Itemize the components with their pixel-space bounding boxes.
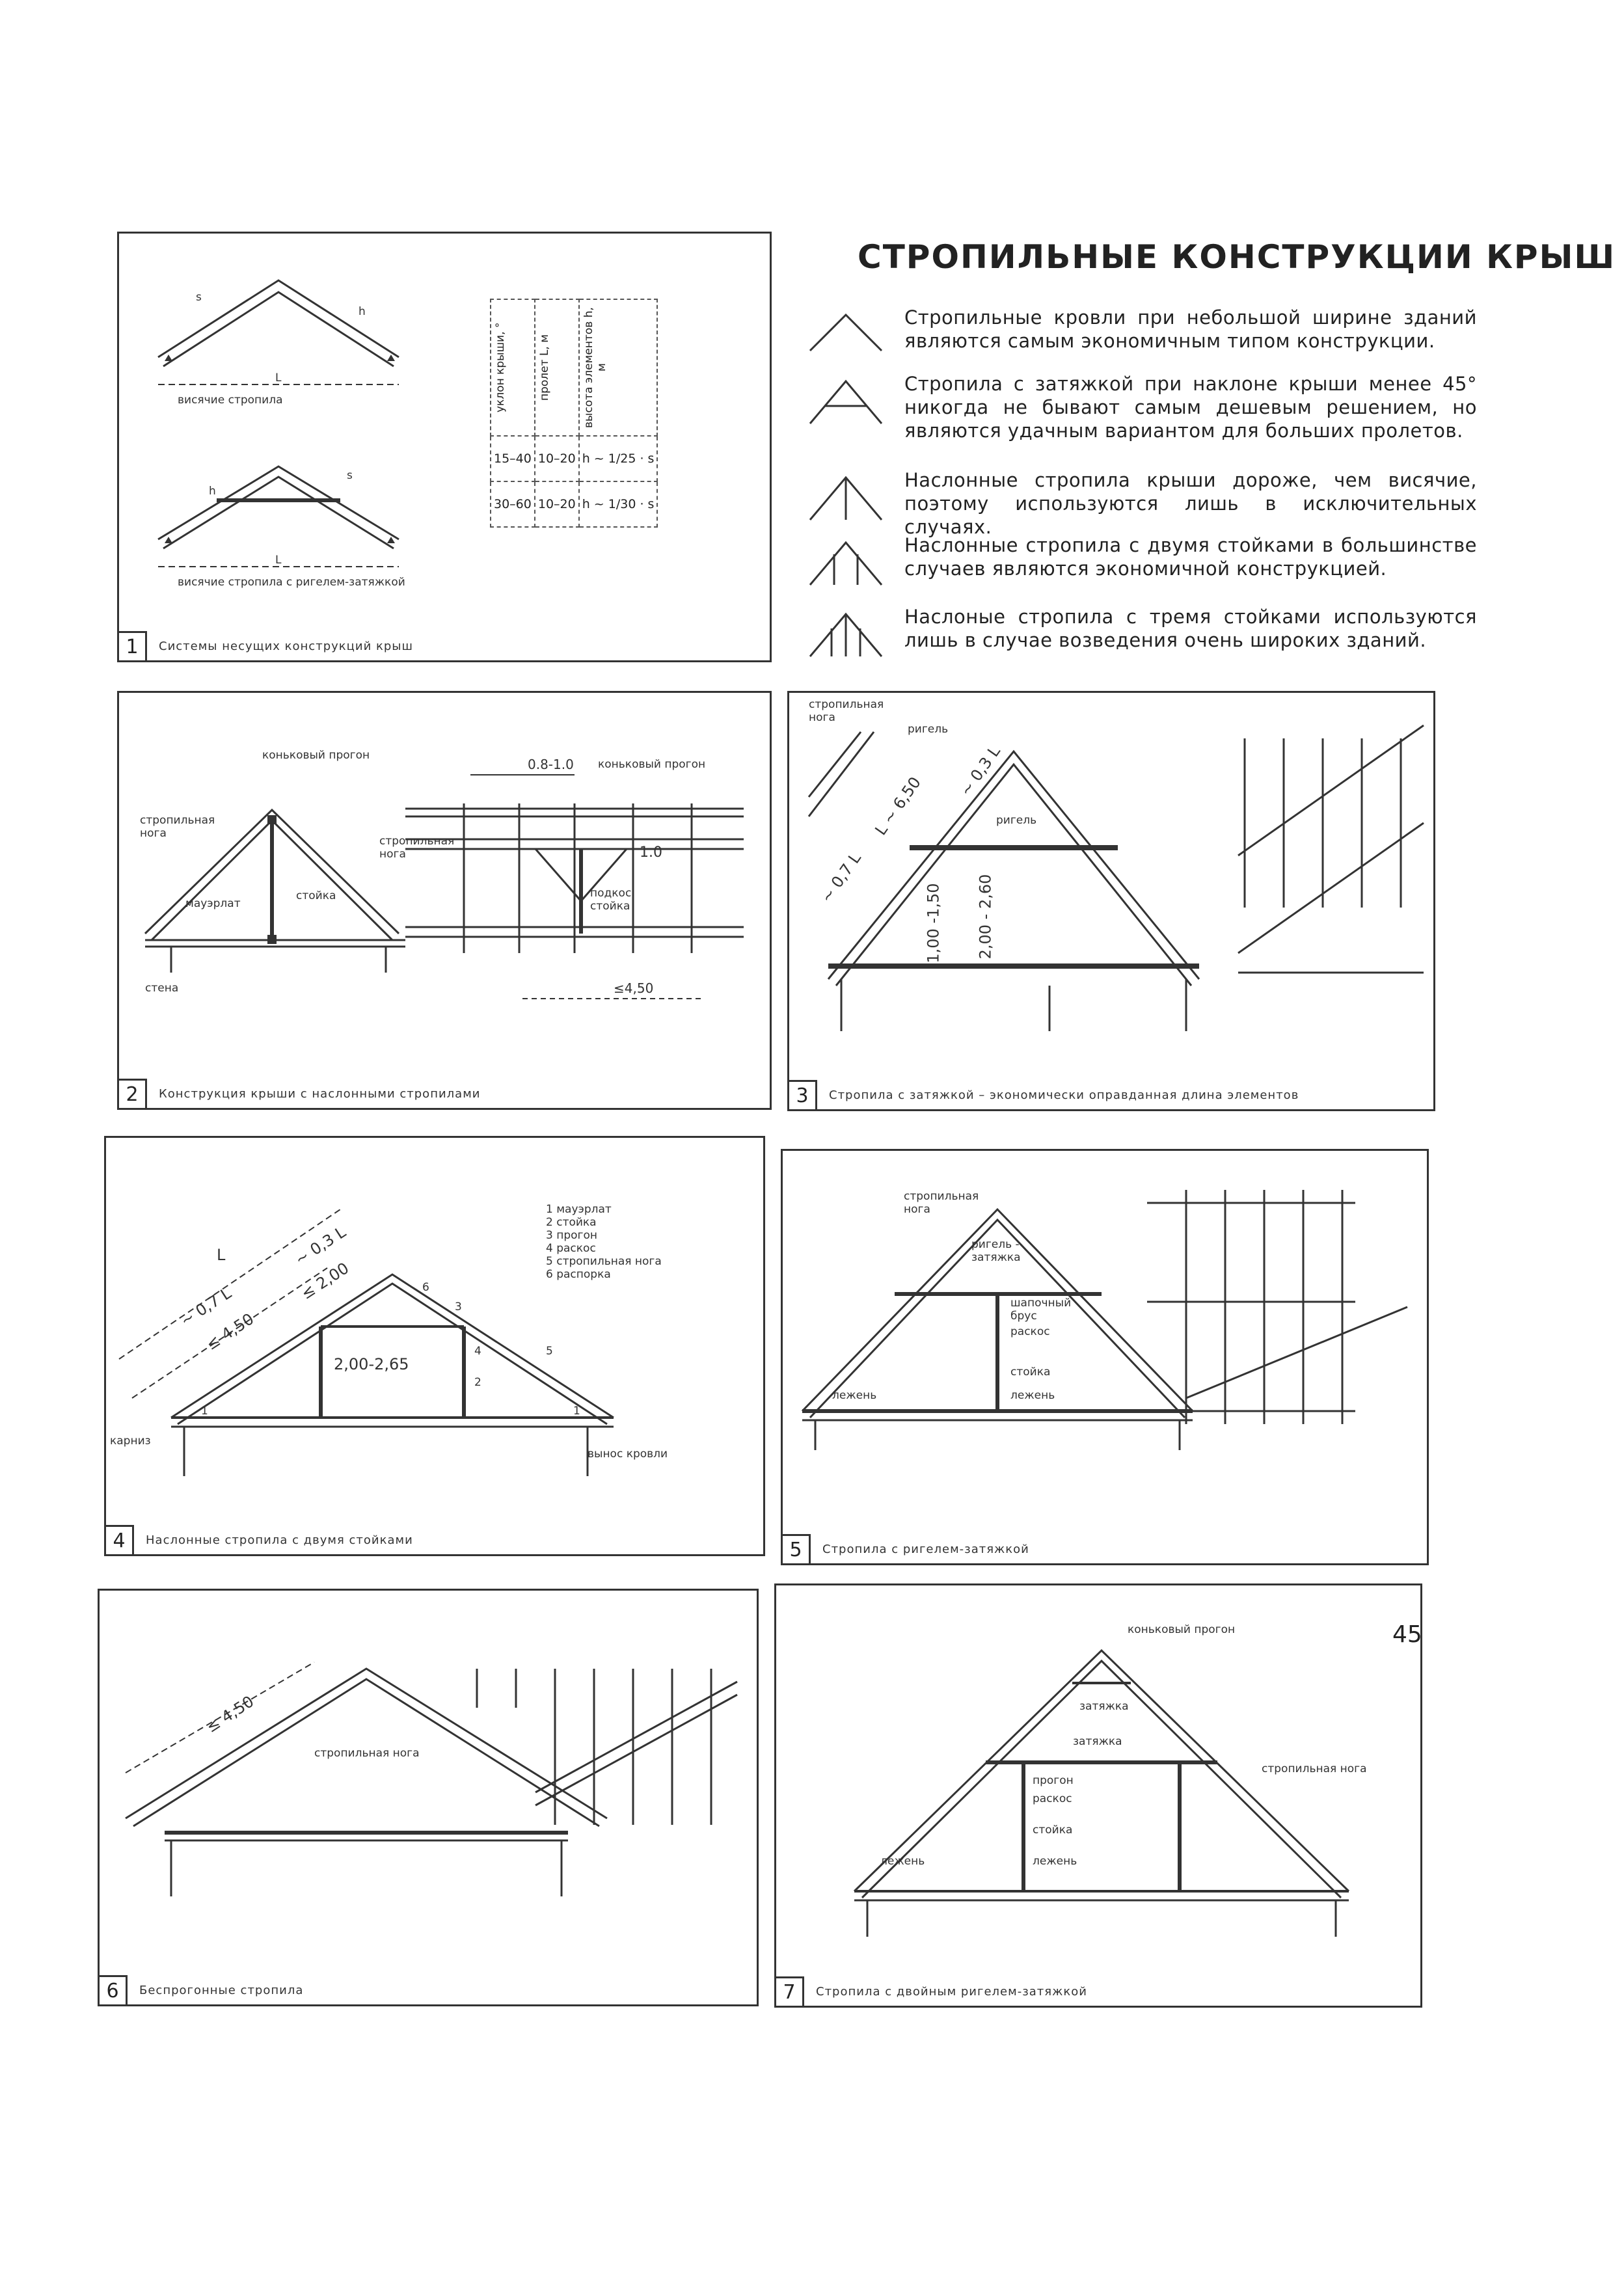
rafter-label: стропильная нога bbox=[1262, 1762, 1367, 1775]
hanging-rafters-label: висячие стропила bbox=[178, 394, 283, 407]
dimension: 0.8-1.0 bbox=[528, 757, 574, 772]
note-text: Наслоные стропила с тремя стойками используются лишь в случае возведения очень широких зданий. bbox=[904, 606, 1477, 651]
figure-1 bbox=[117, 232, 772, 662]
note-5 bbox=[807, 605, 1477, 652]
figure-2 bbox=[117, 691, 772, 1110]
legend-item: 2 стойка bbox=[546, 1216, 597, 1229]
s-label: s bbox=[347, 469, 353, 482]
figure-1-drawing bbox=[119, 234, 770, 660]
figure-3-drawing bbox=[789, 693, 1433, 1109]
table-cell: 15–40 bbox=[491, 436, 535, 481]
part-number: 3 bbox=[455, 1300, 462, 1313]
dimension: ≤ 2,00 bbox=[297, 1259, 353, 1303]
collar-label: ригель bbox=[908, 723, 949, 736]
note-4 bbox=[807, 533, 1477, 580]
part-number: 1 bbox=[573, 1405, 580, 1418]
L-label: L bbox=[275, 371, 282, 384]
rafter-spec-table bbox=[490, 299, 658, 528]
legend-item: 1 мауэрлат bbox=[546, 1203, 612, 1216]
purlin-label: прогон bbox=[1033, 1774, 1074, 1787]
figure-number: 6 bbox=[100, 1975, 128, 2006]
table-cell: 30–60 bbox=[491, 481, 535, 527]
dimension: ≤ 4,50 bbox=[202, 1310, 258, 1354]
caption-text: Стропила с двойным ригелем-затяжкой bbox=[816, 1984, 1087, 1999]
figure-number: 5 bbox=[783, 1534, 811, 1565]
dimension: ~ 0,3 L bbox=[291, 1222, 349, 1269]
tie-label: затяжка bbox=[1079, 1700, 1129, 1713]
legend-item: 3 прогон bbox=[546, 1229, 597, 1242]
note-text: Стропильные кровли при небольшой ширине зданий являются самым экономичным типом конструкции. bbox=[904, 306, 1477, 352]
caption-text: Наслонные стропила с двумя стойками bbox=[146, 1533, 413, 1547]
brace-label: раскос bbox=[1010, 1325, 1050, 1338]
figure-number: 1 bbox=[119, 631, 147, 662]
figure-caption bbox=[789, 1081, 1299, 1109]
part-number: 5 bbox=[546, 1345, 553, 1358]
figure-5 bbox=[781, 1149, 1429, 1565]
brace-label: подкос bbox=[590, 887, 632, 900]
sole-plate-label: лежень bbox=[832, 1389, 877, 1402]
figure-4-drawing bbox=[106, 1138, 763, 1554]
note-1 bbox=[807, 306, 1477, 353]
table-cell: h ~ 1/25 · s bbox=[579, 436, 658, 481]
caption-text: Стропила с затяжкой – экономически оправданная длина элементов bbox=[829, 1088, 1299, 1102]
part-number: 2 bbox=[474, 1376, 481, 1389]
sole-plate-label: лежень bbox=[1010, 1389, 1055, 1402]
rafter-label: стропильная нога bbox=[140, 814, 215, 840]
dimension: L ~ 6,50 bbox=[871, 774, 925, 839]
post-label: стойка bbox=[1033, 1824, 1073, 1837]
dimension: ~ 0,7 L bbox=[817, 849, 865, 906]
post-label: стойка bbox=[590, 900, 630, 913]
dimension: 2,00 - 2,60 bbox=[976, 874, 995, 960]
note-2 bbox=[807, 372, 1477, 442]
post-label: стойка bbox=[296, 889, 336, 902]
table-cell: h ~ 1/30 · s bbox=[579, 481, 658, 527]
table-cell: 10–20 bbox=[535, 436, 579, 481]
note-3 bbox=[807, 468, 1477, 539]
figure-5-drawing bbox=[783, 1151, 1427, 1563]
dimension: ~ 0,3 L bbox=[956, 742, 1004, 800]
mauerlat-label: мауэрлат bbox=[185, 897, 241, 910]
figure-6-drawing bbox=[100, 1591, 757, 2004]
part-number: 4 bbox=[474, 1345, 481, 1358]
rafter-label: стропильная нога bbox=[379, 835, 455, 861]
collar-rafters-label: висячие стропила с ригелем-затяжкой bbox=[178, 576, 405, 589]
eave-label: карниз bbox=[110, 1435, 151, 1448]
table-row bbox=[491, 481, 657, 527]
figure-caption bbox=[776, 1977, 1087, 2006]
figure-caption bbox=[106, 1526, 413, 1554]
figure-caption bbox=[119, 632, 413, 660]
note-text: Наслонные стропила крыши дороже, чем висячие, поэтому используются лишь в исключительных случаях. bbox=[904, 469, 1477, 538]
dimension: ≤4,50 bbox=[614, 980, 654, 996]
note-text: Стропила с затяжкой при наклоне крыши менее 45° никогда не бывают самым дешевым решением, но являются удачным вариантом для больших пролетов. bbox=[904, 373, 1477, 442]
collar-tie-label: ригель - затяжка bbox=[971, 1238, 1021, 1264]
table-header: высота элементов h, м bbox=[582, 307, 608, 428]
figure-caption bbox=[783, 1535, 1029, 1563]
overhang-label: вынос кровли bbox=[588, 1448, 668, 1461]
cap-beam-label: шапочный брус bbox=[1010, 1297, 1072, 1323]
figure-number: 4 bbox=[106, 1525, 134, 1556]
caption-text: Системы несущих конструкций крыш bbox=[159, 639, 413, 653]
caption-text: Конструкция крыши с наслонными стропилами bbox=[159, 1086, 481, 1101]
legend-item: 5 стропильная нога bbox=[546, 1255, 662, 1268]
ridge-purlin-label: коньковый прогон bbox=[1128, 1623, 1236, 1636]
dimension: L bbox=[217, 1246, 226, 1264]
page-title: СТРОПИЛЬНЫЕ КОНСТРУКЦИИ КРЫШ bbox=[858, 238, 1616, 276]
roof-type-icon bbox=[807, 308, 885, 354]
dimension: 2,00-2,65 bbox=[334, 1355, 409, 1373]
collar-roof-icon bbox=[807, 375, 885, 427]
wall-label: стена bbox=[145, 982, 179, 995]
rafter-label: стропильная нога bbox=[809, 698, 884, 724]
part-number: 1 bbox=[201, 1405, 208, 1418]
figure-number: 7 bbox=[776, 1976, 804, 2007]
sole-plate-label: лежень bbox=[1033, 1855, 1077, 1868]
post-label: стойка bbox=[1010, 1366, 1051, 1379]
h-label: h bbox=[209, 485, 216, 498]
rafter-label: стропильная нога bbox=[314, 1747, 420, 1760]
figure-number: 3 bbox=[789, 1080, 817, 1111]
table-header: пролет L, м bbox=[537, 334, 551, 401]
dimension: 1.0 bbox=[640, 844, 662, 861]
dimension: ≤ 4,50 bbox=[202, 1692, 258, 1736]
legend-item: 4 раскос bbox=[546, 1242, 596, 1255]
two-post-roof-icon bbox=[807, 536, 885, 588]
caption-text: Беспрогонные стропила bbox=[139, 1983, 304, 1997]
h-label: h bbox=[359, 305, 366, 318]
figure-4 bbox=[104, 1136, 765, 1556]
figure-caption bbox=[100, 1976, 303, 2004]
one-post-roof-icon bbox=[807, 471, 885, 523]
collar-label: ригель bbox=[996, 814, 1037, 827]
caption-text: Стропила с ригелем-затяжкой bbox=[822, 1542, 1029, 1556]
ridge-purlin-label: коньковый прогон bbox=[262, 749, 370, 762]
figure-caption bbox=[119, 1079, 480, 1108]
figure-3 bbox=[787, 691, 1435, 1111]
ridge-purlin-label: коньковый прогон bbox=[598, 758, 706, 771]
figure-7 bbox=[774, 1583, 1422, 2008]
figure-7-drawing bbox=[776, 1585, 1420, 2006]
table-cell: 10–20 bbox=[535, 481, 579, 527]
table-header: уклон крыши, ° bbox=[494, 322, 507, 413]
L-label: L bbox=[275, 554, 282, 567]
note-text: Наслонные стропила с двумя стойками в большинстве случаев являются экономичной конструкцией. bbox=[904, 534, 1477, 580]
part-number: 6 bbox=[422, 1281, 429, 1294]
legend-item: 6 распорка bbox=[546, 1268, 611, 1281]
figure-6 bbox=[98, 1589, 759, 2006]
brace-label: раскос bbox=[1033, 1792, 1072, 1805]
sole-plate-label: лежень bbox=[880, 1855, 925, 1868]
figure-number: 2 bbox=[119, 1079, 147, 1109]
rafter-label: стропильная нога bbox=[904, 1190, 979, 1216]
table-row bbox=[491, 436, 657, 481]
dimension: 1,00 -1,50 bbox=[924, 883, 943, 963]
dimension: ~ 0,7 L bbox=[177, 1284, 235, 1330]
page-number: 45 bbox=[1392, 1621, 1422, 1648]
tie-label: затяжка bbox=[1073, 1735, 1122, 1748]
s-label: s bbox=[196, 291, 202, 304]
three-post-roof-icon bbox=[807, 608, 885, 660]
